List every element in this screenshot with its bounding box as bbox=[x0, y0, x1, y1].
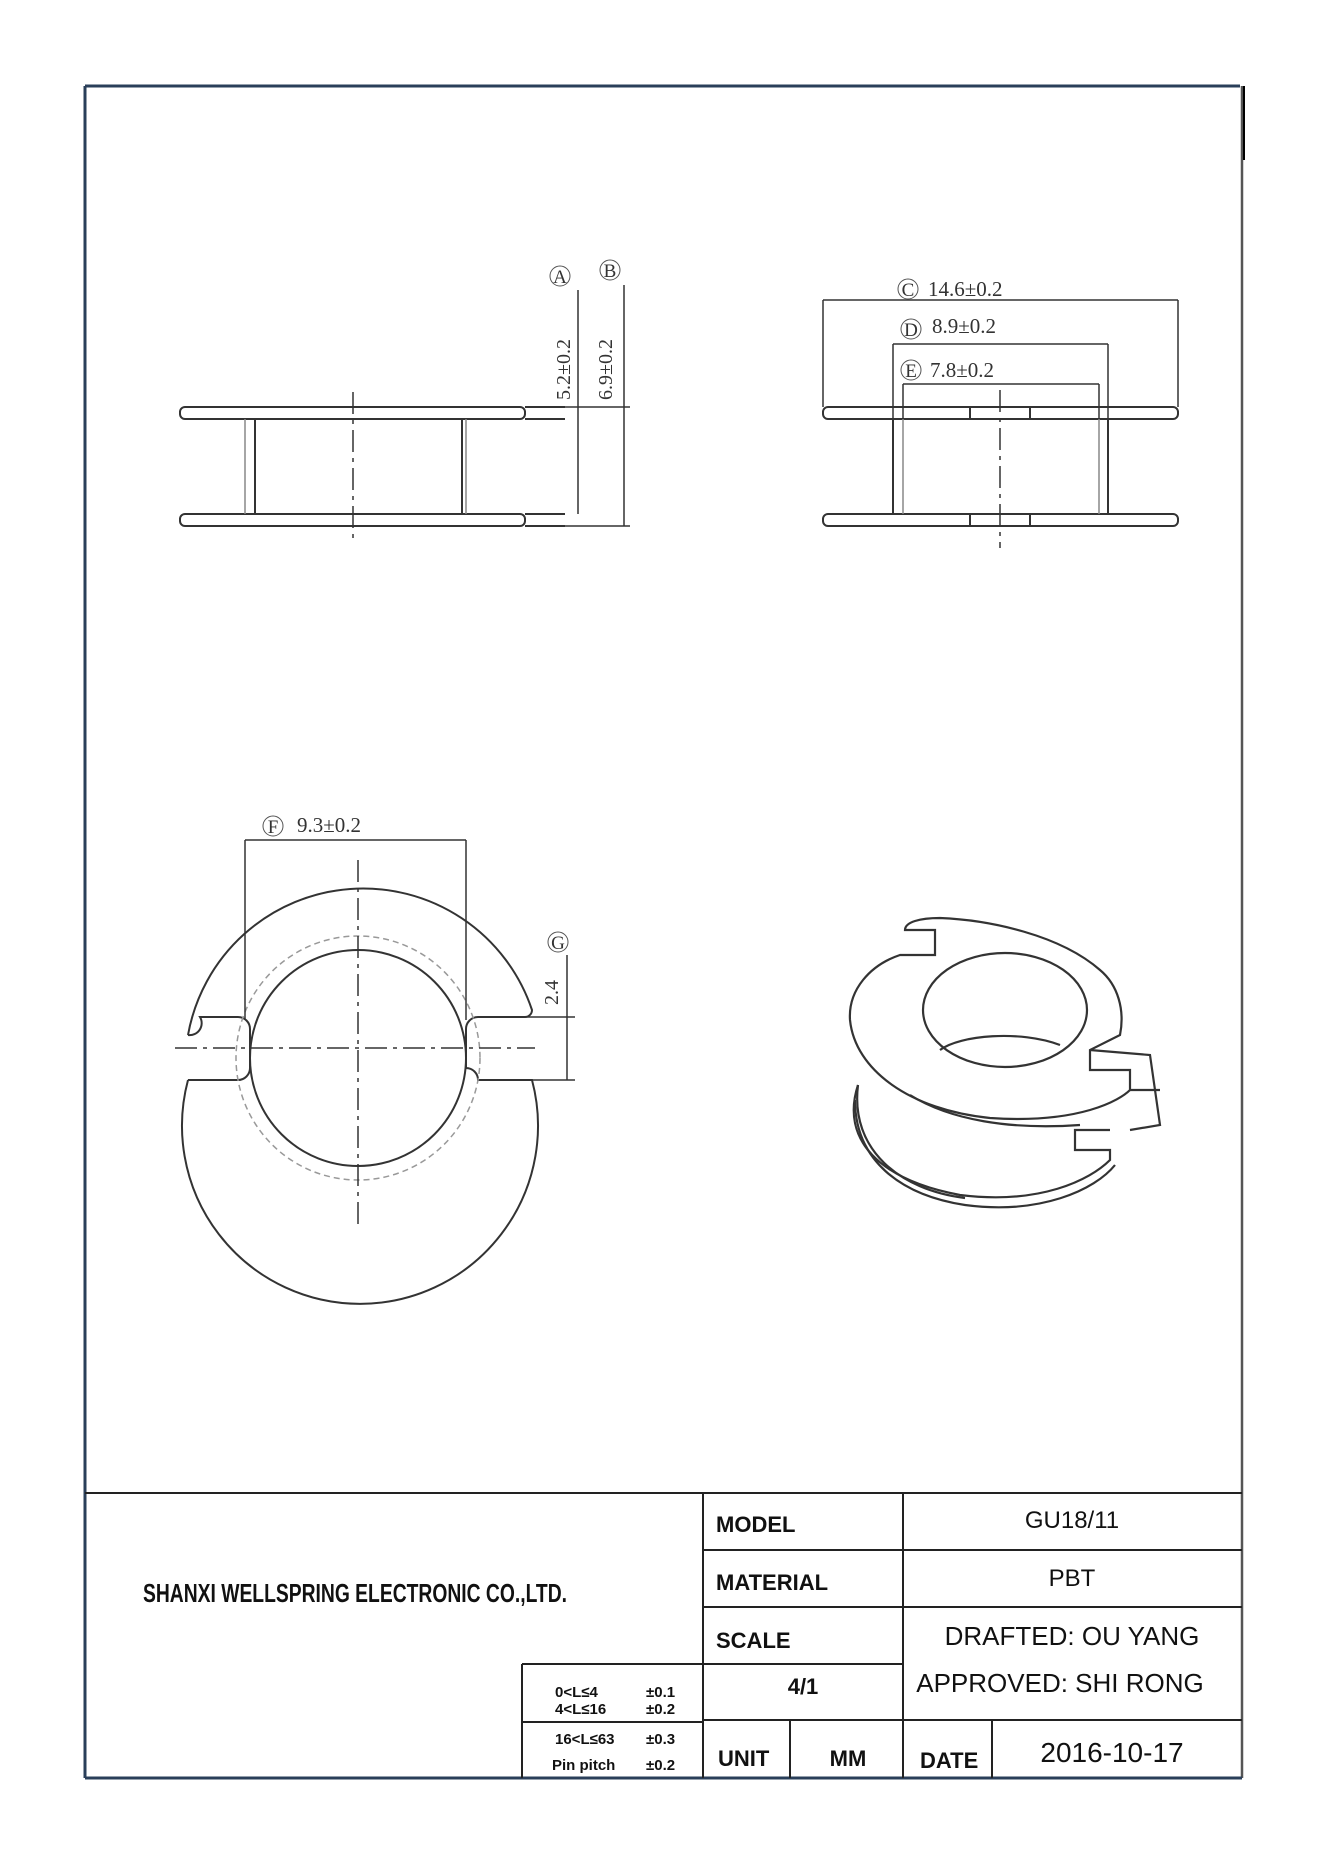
tolerance-value: ±0.1 bbox=[646, 1684, 676, 1701]
scale-value: 4/1 bbox=[787, 1674, 819, 1699]
dimension-g-letter: G bbox=[551, 933, 565, 954]
tolerance-value: ±0.3 bbox=[646, 1731, 676, 1748]
dimension-c bbox=[898, 277, 1003, 301]
unit-label: UNIT bbox=[718, 1746, 770, 1771]
dimension-a bbox=[550, 266, 575, 400]
tolerance-range: 4<L≤16 bbox=[555, 1701, 607, 1718]
tolerance-value: ±0.2 bbox=[646, 1757, 676, 1774]
dimension-e-value: 7.8±0.2 bbox=[930, 358, 995, 382]
material-label: MATERIAL bbox=[716, 1570, 829, 1595]
dimension-a-value: 5.2±0.2 bbox=[553, 339, 575, 400]
dimension-c-letter: C bbox=[901, 280, 915, 301]
scale-label: SCALE bbox=[716, 1628, 791, 1653]
tolerance-table bbox=[552, 1684, 675, 1774]
drafted-by: DRAFTED: OU YANG bbox=[944, 1621, 1200, 1651]
dimension-f-value: 9.3±0.2 bbox=[297, 813, 362, 837]
date-label: DATE bbox=[920, 1748, 979, 1773]
front-view bbox=[823, 300, 1178, 548]
tolerance-value: ±0.2 bbox=[646, 1701, 676, 1718]
material-value: PBT bbox=[1048, 1565, 1096, 1592]
dimension-g-value: 2.4 bbox=[541, 980, 563, 1005]
dimension-d bbox=[901, 314, 996, 341]
dimension-c-value: 14.6±0.2 bbox=[928, 277, 1003, 301]
dimension-b-letter: B bbox=[603, 261, 617, 282]
dimension-f-letter: F bbox=[267, 817, 279, 838]
unit-value: MM bbox=[829, 1746, 867, 1771]
model-value: GU18/11 bbox=[1024, 1507, 1120, 1534]
tolerance-range: 16<L≤63 bbox=[555, 1731, 615, 1748]
dimension-e-letter: E bbox=[905, 361, 917, 382]
dimension-f bbox=[263, 813, 361, 838]
dimension-d-letter: D bbox=[904, 320, 918, 341]
dimension-g bbox=[541, 932, 568, 1005]
date-value: 2016-10-17 bbox=[1040, 1737, 1184, 1768]
tolerance-range: Pin pitch bbox=[552, 1757, 616, 1774]
tolerance-range: 0<L≤4 bbox=[555, 1684, 598, 1701]
dimension-b bbox=[595, 260, 620, 400]
approved-by: APPROVED: SHI RONG bbox=[916, 1668, 1204, 1698]
side-view bbox=[180, 285, 630, 540]
dimension-a-letter: A bbox=[553, 267, 567, 288]
isometric-view bbox=[850, 918, 1160, 1207]
company-name: SHANXI WELLSPRING ELECTRONIC CO.,LTD. bbox=[143, 1578, 567, 1608]
dimension-e bbox=[901, 358, 994, 382]
dimension-d-value: 8.9±0.2 bbox=[932, 314, 997, 338]
dimension-b-value: 6.9±0.2 bbox=[595, 339, 617, 400]
top-view bbox=[175, 840, 575, 1304]
model-label: MODEL bbox=[716, 1512, 796, 1537]
